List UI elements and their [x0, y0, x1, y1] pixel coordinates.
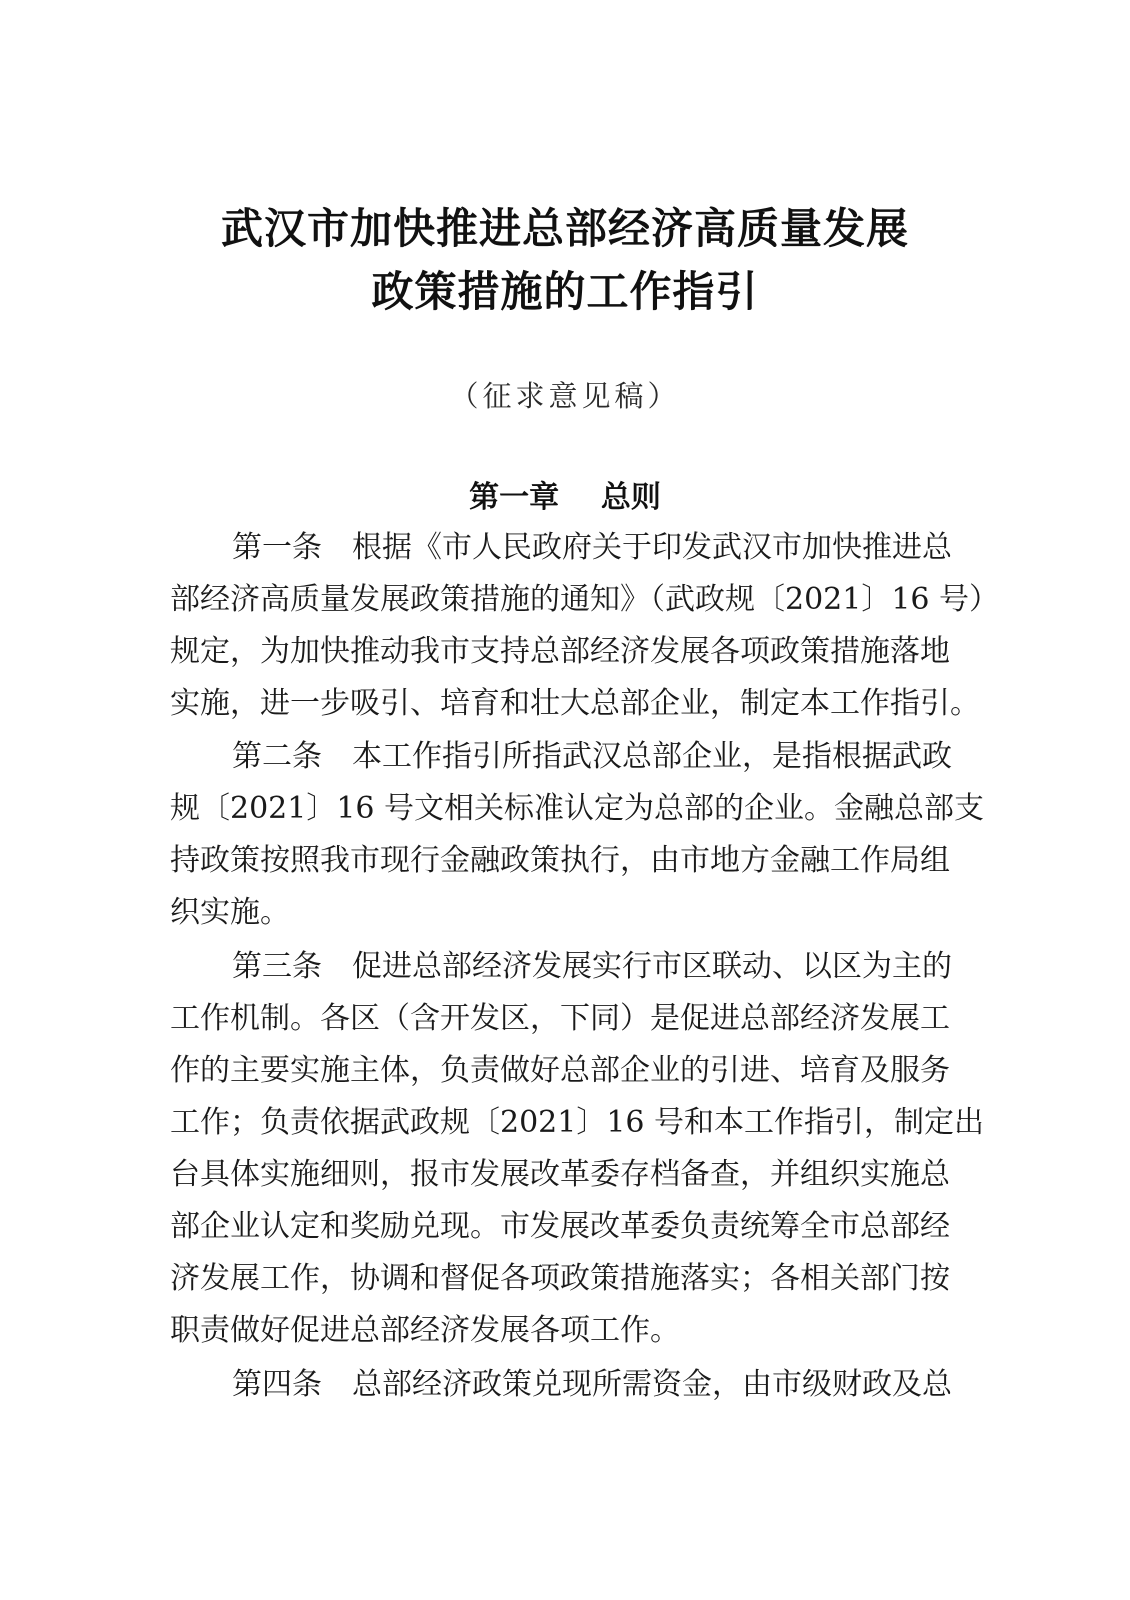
article-3-line-7: 济发展工作，协调和督促各项政策措施落实；各相关部门按 [170, 1261, 950, 1296]
article-1-line-3: 规定，为加快推动我市支持总部经济发展各项政策措施落地 [170, 634, 950, 669]
article-2-label: 第二条 [232, 739, 322, 774]
article-3-line-5: 台具体实施细则，报市发展改革委存档备查，并组织实施总 [170, 1157, 950, 1192]
article-4-first-line [232, 1363, 952, 1407]
article-3-line-8: 职责做好促进总部经济发展各项工作。 [170, 1313, 680, 1348]
article-2-line-1: 本工作指引所指武汉总部企业，是指根据武政 [352, 739, 952, 774]
article-1-line-4: 实施，进一步吸引、培育和壮大总部企业，制定本工作指引。 [170, 686, 980, 721]
article-2-line-4: 织实施。 [170, 895, 290, 930]
article-3-first-line [232, 945, 952, 989]
article-3-line-2: 工作机制。各区（含开发区，下同）是促进总部经济发展工 [170, 1001, 950, 1036]
article-3-line-1: 促进总部经济发展实行市区联动、以区为主的 [352, 949, 952, 984]
document-title-line-1: 武汉市加快推进总部经济高质量发展 [220, 204, 909, 253]
article-1-line-1: 根据《市人民政府关于印发武汉市加快推进总 [352, 530, 952, 565]
article-3-line-3: 作的主要实施主体，负责做好总部企业的引进、培育及服务 [170, 1053, 950, 1088]
article-3-line-6: 部企业认定和奖励兑现。市发展改革委负责统筹全市总部经 [170, 1209, 950, 1244]
document-title-line-2: 政策措施的工作指引 [371, 267, 759, 316]
document-body [170, 526, 1000, 1576]
article-3-label: 第三条 [232, 949, 322, 984]
article-2-line-3: 持政策按照我市现行金融政策执行，由市地方金融工作局组 [170, 843, 950, 878]
article-1-label: 第一条 [232, 530, 322, 565]
article-1-first-line [232, 526, 952, 570]
article-4-label: 第四条 [232, 1367, 322, 1402]
draft-subtitle: （征求意见稿） [449, 379, 681, 413]
article-2-first-line [232, 735, 952, 779]
article-2-line-2: 规〔2021〕16 号文相关标准认定为总部的企业。金融总部支 [170, 791, 985, 826]
chapter-heading: 第一章 总则 [469, 480, 661, 515]
article-3-line-4: 工作；负责依据武政规〔2021〕16 号和本工作指引，制定出 [170, 1105, 985, 1140]
article-4-line-1: 总部经济政策兑现所需资金，由市级财政及总 [352, 1367, 952, 1402]
article-1-line-2: 部经济高质量发展政策措施的通知》（武政规〔2021〕16 号） [170, 582, 1000, 617]
